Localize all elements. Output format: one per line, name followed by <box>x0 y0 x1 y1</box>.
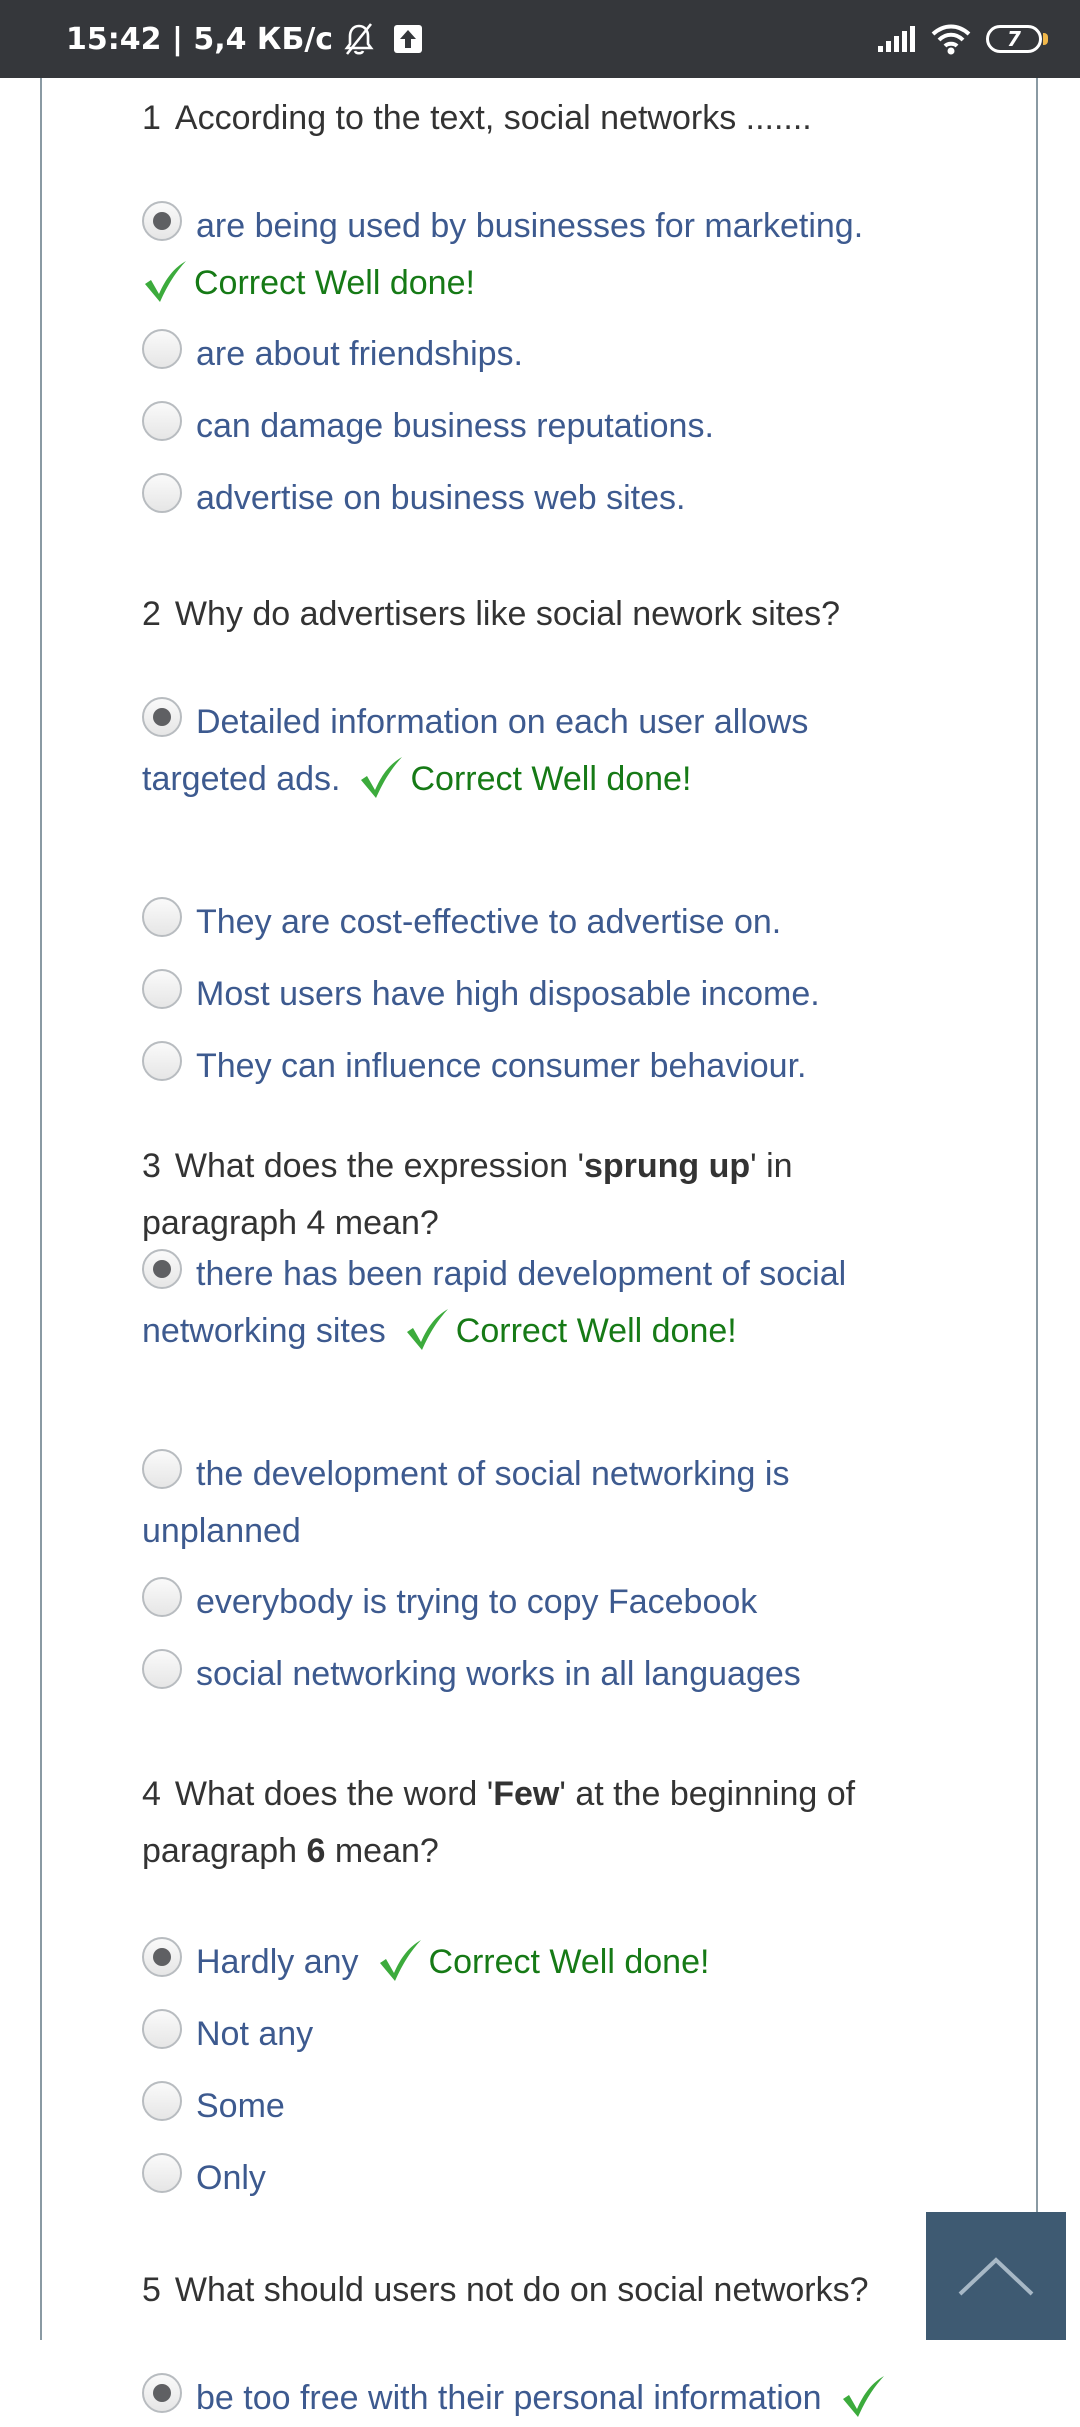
question-highlight: Few <box>493 1775 560 1813</box>
question-highlight-2: 6 <box>306 1832 326 1870</box>
option-4a[interactable] <box>142 1934 709 1991</box>
option-label: social networking works in all languages <box>196 1655 801 1693</box>
option-3d[interactable] <box>142 1646 801 1703</box>
option-label: Only <box>196 2159 266 2197</box>
option-1b[interactable] <box>142 326 523 383</box>
option-3a[interactable] <box>142 1246 972 1360</box>
question-text-middle: ' at the beginning of paragraph <box>142 1775 856 1870</box>
feedback-correct <box>386 1312 737 1350</box>
scroll-to-top-button[interactable] <box>926 2212 1066 2340</box>
option-label: Detailed information on each user allows targeted ads. <box>142 703 809 798</box>
checkmark-icon <box>142 258 188 304</box>
option-label: there has been rapid development of social networking sites <box>142 1255 847 1350</box>
checkmark-icon <box>840 2373 886 2419</box>
feedback-correct <box>142 264 475 302</box>
status-bar <box>0 0 1080 78</box>
question-text-end: ' in paragraph 4 mean? <box>142 1147 793 1242</box>
option-1d[interactable] <box>142 470 685 527</box>
radio-button[interactable] <box>142 1249 182 1289</box>
option-2a[interactable] <box>142 694 922 808</box>
option-label: Some <box>196 2087 285 2125</box>
feedback-text: Correct Well done! <box>194 264 475 302</box>
radio-button[interactable] <box>142 697 182 737</box>
question-number: 1 <box>142 99 161 137</box>
question-number: 3 <box>142 1147 161 1185</box>
feedback-text: Correct Well done! <box>410 760 692 798</box>
option-4d[interactable] <box>142 2150 266 2207</box>
wifi-icon <box>930 23 972 55</box>
option-2d[interactable] <box>142 1038 806 1095</box>
quiz-card <box>40 78 1038 2417</box>
option-label: Hardly any <box>196 1943 359 1981</box>
bell-muted-icon <box>343 22 375 56</box>
feedback-text: Correct Well done! <box>455 1312 737 1350</box>
checkmark-icon <box>358 754 404 800</box>
question-text: What does the word ' <box>174 1775 494 1813</box>
radio-button[interactable] <box>142 1449 182 1489</box>
option-2b[interactable] <box>142 894 781 951</box>
option-label: advertise on business web sites. <box>196 479 686 517</box>
question-1 <box>142 90 972 147</box>
option-4b[interactable] <box>142 2006 313 2063</box>
question-number: 2 <box>142 595 161 633</box>
option-3c[interactable] <box>142 1574 757 1631</box>
feedback-text: Correct Well done! <box>428 1943 710 1981</box>
question-text: Why do advertisers like social nework sites? <box>174 595 841 633</box>
option-label: everybody is trying to copy Facebook <box>196 1583 758 1621</box>
option-label: are about friendships. <box>196 335 523 373</box>
option-label: They are cost-effective to advertise on. <box>196 903 782 941</box>
radio-button[interactable] <box>142 1577 182 1617</box>
option-2c[interactable] <box>142 966 820 1023</box>
upload-icon <box>393 24 423 54</box>
option-label: are being used by businesses for marketing. <box>196 207 864 245</box>
option-4c[interactable] <box>142 2078 285 2135</box>
option-label: Not any <box>196 2015 314 2053</box>
checkmark-icon <box>377 1937 423 1983</box>
radio-button[interactable] <box>142 473 182 513</box>
feedback-correct <box>359 1943 710 1981</box>
radio-button[interactable] <box>142 401 182 441</box>
option-label: Most users have high disposable income. <box>196 975 820 1013</box>
question-highlight: sprung up <box>583 1147 751 1185</box>
question-text-end: mean? <box>325 1832 439 1870</box>
question-text: According to the text, social networks ....... <box>174 99 812 137</box>
signal-icon <box>876 25 916 53</box>
radio-button[interactable] <box>142 2373 182 2413</box>
question-4 <box>142 1766 922 1880</box>
status-time-speed: 15:42 | 5,4 КБ/с <box>66 21 334 57</box>
radio-button[interactable] <box>142 201 182 241</box>
option-1a[interactable] <box>142 198 972 312</box>
checkmark-icon <box>404 1306 450 1352</box>
radio-button[interactable] <box>142 1041 182 1081</box>
radio-button[interactable] <box>142 1937 182 1977</box>
option-3b[interactable] <box>142 1446 862 1560</box>
option-5a[interactable] <box>142 2370 892 2427</box>
radio-button[interactable] <box>142 1649 182 1689</box>
question-3 <box>142 1138 872 1252</box>
chevron-up-icon <box>956 2254 1036 2298</box>
battery-level: 7 <box>1007 27 1021 51</box>
question-number: 4 <box>142 1775 161 1813</box>
feedback-correct <box>340 760 691 798</box>
question-text: What should users not do on social networks? <box>174 2271 869 2309</box>
option-label: the development of social networking is unplanned <box>142 1455 790 1550</box>
radio-button[interactable] <box>142 2081 182 2121</box>
option-1c[interactable] <box>142 398 714 455</box>
radio-button[interactable] <box>142 329 182 369</box>
battery-icon <box>986 25 1042 53</box>
question-5 <box>142 2262 972 2319</box>
option-label: They can influence consumer behaviour. <box>196 1047 807 1085</box>
radio-button[interactable] <box>142 2009 182 2049</box>
question-2 <box>142 586 972 643</box>
option-label: be too free with their personal information <box>196 2379 822 2417</box>
radio-button[interactable] <box>142 897 182 937</box>
question-number: 5 <box>142 2271 161 2309</box>
radio-button[interactable] <box>142 2153 182 2193</box>
option-label: can damage business reputations. <box>196 407 714 445</box>
question-text: What does the expression ' <box>174 1147 584 1185</box>
radio-button[interactable] <box>142 969 182 1009</box>
